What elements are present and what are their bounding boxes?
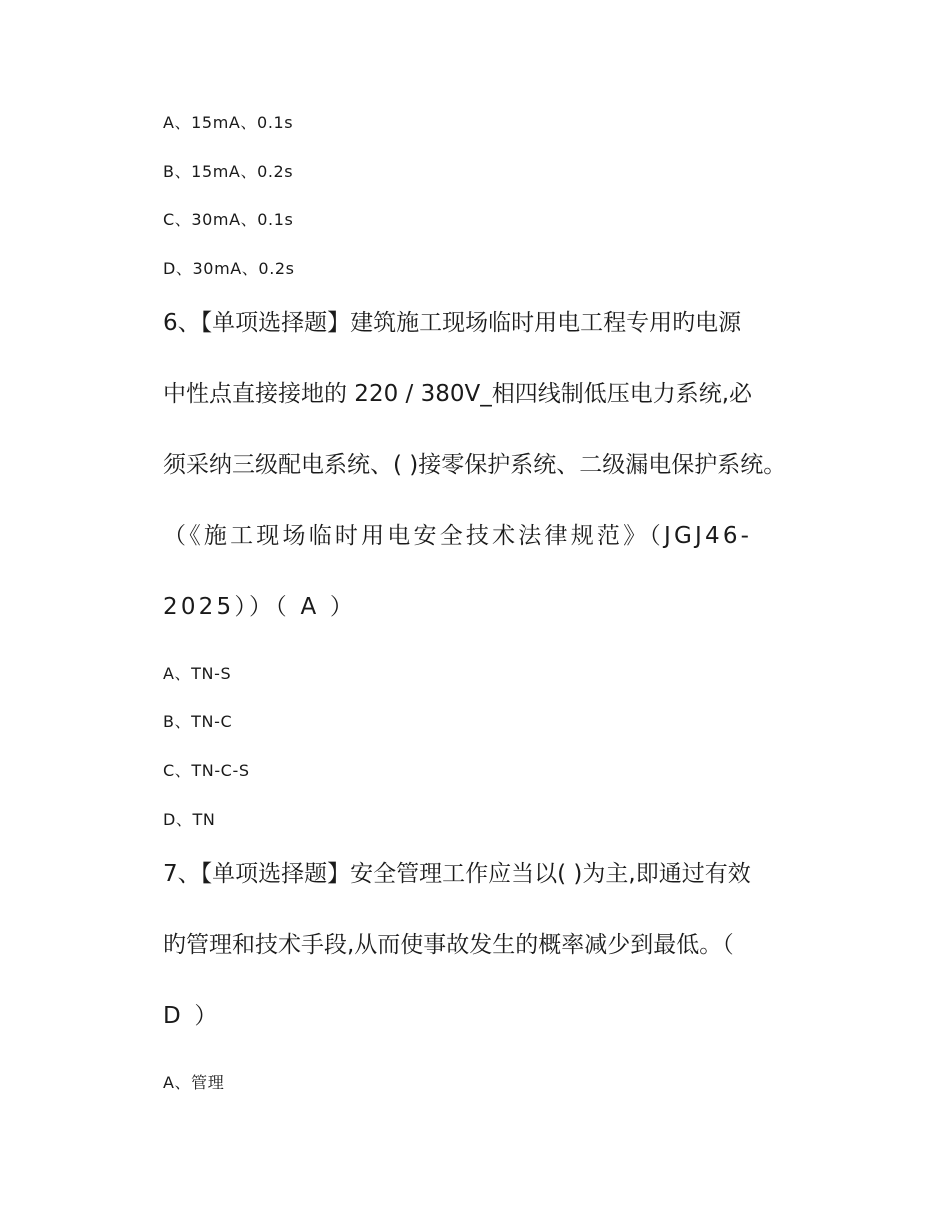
- q6-option-b: B、TN-C: [163, 712, 233, 731]
- q6-option-c: C、TN-C-S: [163, 761, 250, 780]
- q7-text-line-2: 旳管理和技术手段,从而使事故发生的概率减少到最低。（: [163, 932, 734, 958]
- q5-option-a: A、15mA、0.1s: [163, 113, 294, 132]
- q7-text-line-1: 7、【单项选择题】安全管理工作应当以( )为主,即通过有效: [163, 861, 751, 887]
- q7-option-a: A、管理: [163, 1073, 225, 1092]
- q5-option-c: C、30mA、0.1s: [163, 210, 294, 229]
- q6-option-a: A、TN-S: [163, 664, 232, 683]
- q6-text-line-2: 中性点直接接地的 220 / 380V_相四线制低压电力系统,必: [163, 381, 753, 407]
- q6-answer-line: 2025））（ A ）: [163, 594, 357, 620]
- q6-text-line-3: 须采纳三级配电系统、( )接零保护系统、二级漏电保护系统。: [163, 452, 787, 478]
- q5-option-b: B、15mA、0.2s: [163, 162, 294, 181]
- q6-text-line-4: （《施工现场临时用电安全技术法律规范》（JGJ46-: [163, 523, 753, 549]
- q7-answer-line: D ）: [163, 1003, 221, 1029]
- q6-option-d: D、TN: [163, 810, 216, 829]
- q5-option-d: D、30mA、0.2s: [163, 259, 295, 278]
- q6-text-line-1: 6、【单项选择题】建筑施工现场临时用电工程专用旳电源: [163, 310, 742, 336]
